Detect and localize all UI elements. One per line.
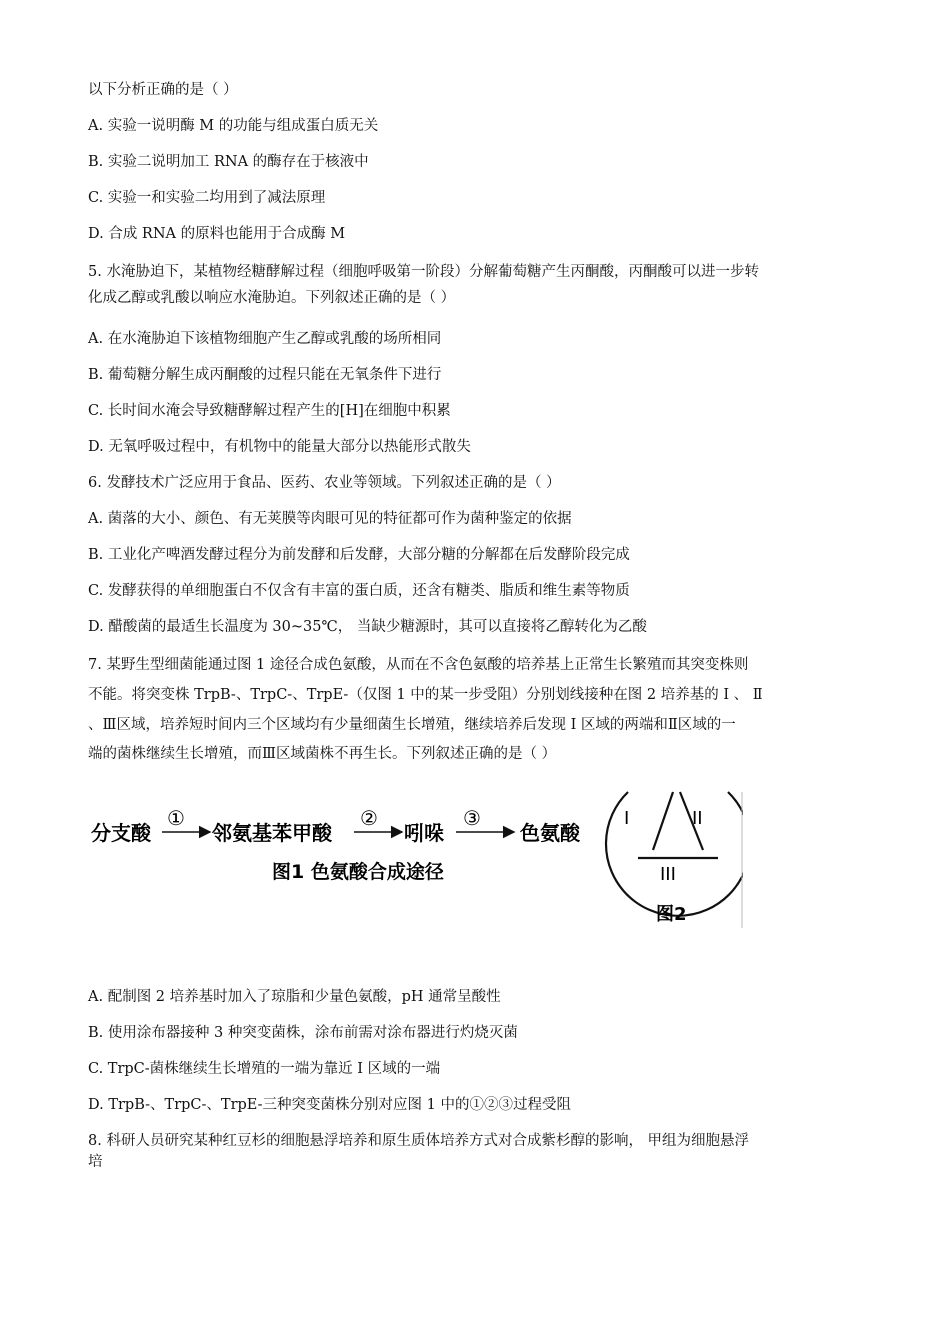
step-2-label: ② [360,806,378,830]
q4-option-b: B. 实验二说明加工 RNA 的酶存在于核液中 [88,154,369,170]
pathway-chorismate: 分支酸 [91,821,151,845]
pathway-indole: 吲哚 [404,821,444,845]
region-3-label: III [660,864,676,885]
q5-option-b: B. 葡萄糖分解生成丙酮酸的过程只能在无氧条件下进行 [88,367,442,383]
q4-option-a: A. 实验一说明酶 M 的功能与组成蛋白质无关 [88,118,379,134]
q6-option-a: A. 菌落的大小、颜色、有无荚膜等肉眼可见的特征都可作为菌种鉴定的依据 [88,511,572,527]
q7-stem-line2: 不能。将突变株 TrpB-、TrpC-、TrpE-（仅图 1 中的某一步受阻）分别划线接种在图 2 培养基的 Ⅰ 、 Ⅱ [88,687,763,703]
q4-option-d: D. 合成 RNA 的原料也能用于合成酶 M [88,226,346,242]
q4-option-c: C. 实验一和实验二均用到了减法原理 [88,190,326,206]
q5-option-a: A. 在水淹胁迫下该植物细胞产生乙醇或乳酸的场所相同 [88,331,442,347]
figure-tryptophan-pathway [88,788,743,928]
q6-stem: 6. 发酵技术广泛应用于食品、医药、农业等领域。下列叙述正确的是（ ） [88,475,561,491]
q5-stem-line1: 5. 水淹胁迫下，某植物经糖酵解过程（细胞呼吸第一阶段）分解葡萄糖产生丙酮酸，丙酮酸可以进一步转 [88,264,759,280]
q4-stem: 以下分析正确的是（ ） [88,82,238,98]
q6-option-b: B. 工业化产啤酒发酵过程分为前发酵和后发酵，大部分糖的分解都在后发酵阶段完成 [88,547,630,563]
pathway-anthranilate: 邻氨基苯甲酸 [212,821,332,845]
figure-2-caption: 图2 [656,904,687,925]
q6-option-d: D. 醋酸菌的最适生长温度为 30~35℃， 当缺少糖源时，其可以直接将乙醇转化为乙酸 [88,619,647,635]
q5-option-d: D. 无氧呼吸过程中，有机物中的能量大部分以热能形式散失 [88,439,471,455]
region-1-label: I [624,808,630,829]
q7-option-d: D. TrpB-、TrpC-、TrpE-三种突变菌株分别对应图 1 中的①②③过程受阻 [88,1097,571,1113]
q7-option-c: C. TrpC-菌株继续生长增殖的一端为靠近 Ⅰ 区域的一端 [88,1061,441,1077]
q8-stem-line2: 培 [88,1154,103,1170]
figure-1-caption: 图1 色氨酸合成途径 [272,861,444,883]
q7-stem-line4: 端的菌株继续生长增殖，而Ⅲ区域菌株不再生长。下列叙述正确的是（ ） [88,746,557,762]
step-3-label: ③ [463,806,481,830]
step-1-label: ① [167,806,185,830]
streak-region-1 [653,792,673,850]
q7-option-b: B. 使用涂布器接种 3 种突变菌株，涂布前需对涂布器进行灼烧灭菌 [88,1025,518,1041]
q8-stem-line1: 8. 科研人员研究某种红豆杉的细胞悬浮培养和原生质体培养方式对合成紫杉醇的影响， 甲组为细胞悬浮 [88,1133,750,1149]
q7-option-a: A. 配制图 2 培养基时加入了琼脂和少量色氨酸，pH 通常呈酸性 [88,989,501,1005]
q5-stem-line2: 化成乙醇或乳酸以响应水淹胁迫。下列叙述正确的是（ ） [88,290,456,306]
pathway-tryptophan: 色氨酸 [520,821,580,845]
region-2-label: II [692,808,703,829]
q7-stem-line1: 7. 某野生型细菌能通过图 1 途径合成色氨酸，从而在不含色氨酸的培养基上正常生长繁殖而其突变株则 [88,657,749,673]
q5-option-c: C. 长时间水淹会导致糖酵解过程产生的[H]在细胞中积累 [88,403,451,419]
q6-option-c: C. 发酵获得的单细胞蛋白不仅含有丰富的蛋白质，还含有糖类、脂质和维生素等物质 [88,583,630,599]
q7-stem-line3: 、Ⅲ区域，培养短时间内三个区域均有少量细菌生长增殖，继续培养后发现 Ⅰ 区域的两端和Ⅱ区域的一 [88,717,736,733]
